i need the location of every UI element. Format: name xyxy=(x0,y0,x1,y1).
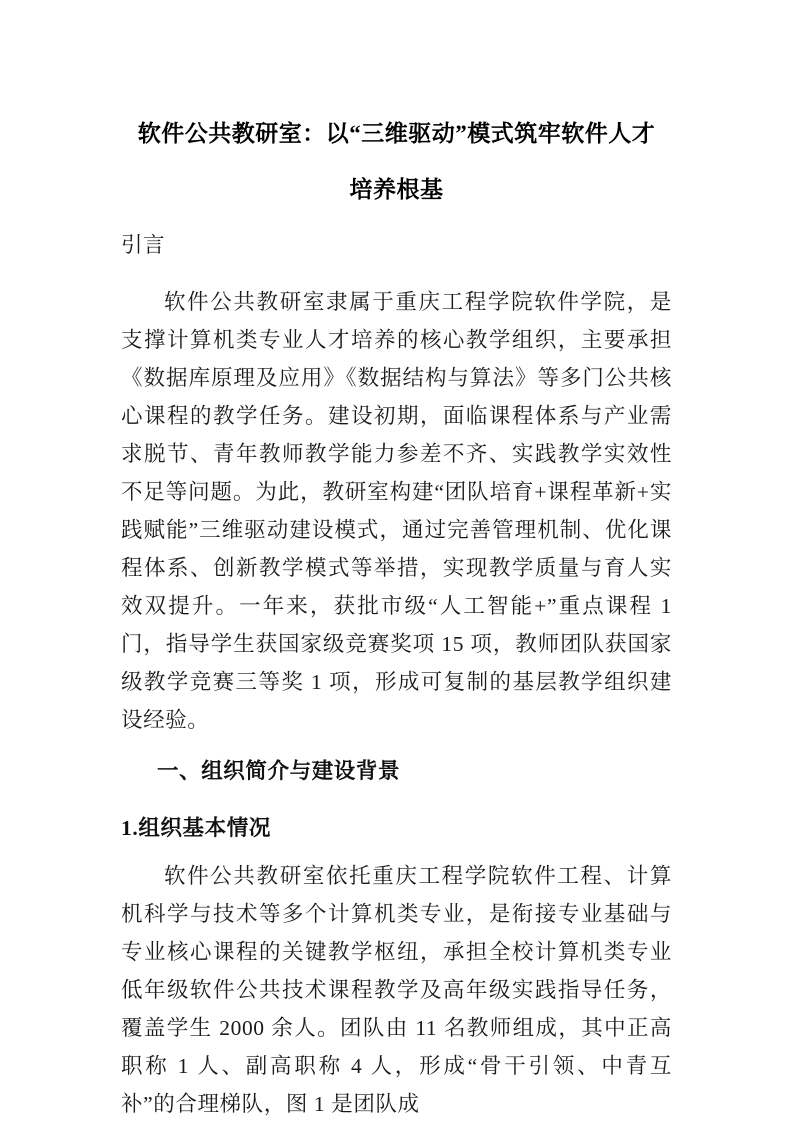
intro-label: 引言 xyxy=(121,233,166,257)
body-paragraph-organization: 软件公共教研室依托重庆工程学院软件工程、计算机科学与技术等多个计算机类专业，是衔接专业基础与专业核心课程的关键教学枢纽，承担全校计算机类专业低年级软件公共技术课程教学及高年级实践指导任务，覆盖学生 2000 余人。团队由 11 名教师组成，其中正高职称 1 人、副高职称 4 人，形成“骨干引领、中青互补”的合理梯队，图 1 是团队成 xyxy=(121,864,672,1116)
document-title xyxy=(121,0,672,218)
intro-paragraph: 软件公共教研室隶属于重庆工程学院软件学院，是支撑计算机类专业人才培养的核心教学组织，主要承担《数据库原理及应用》《数据结构与算法》等多门公共核心课程的教学任务。建设初期，面临课程体系与产业需求脱节、青年教师教学能力参差不齐、实践教学实效性不足等问题。为此，教研室构建“团队培育+课程革新+实践赋能”三维驱动建设模式，通过完善管理机制、优化课程体系、创新教学模式等举措，实现教学质量与育人实效双提升。一年来，获批市级“人工智能+”重点课程 1 门，指导学生获国家级竞赛奖项 15 项，教师团队获国家级教学竞赛三等奖 1 项，形成可复制的基层教学组织建设经验。 xyxy=(121,290,672,732)
subsection-heading-1-1: 1.组织基本情况 xyxy=(121,816,271,840)
document-title-line-2: 培养根基 xyxy=(349,177,444,202)
section-heading-1: 一、组织简介与建设背景 xyxy=(157,759,401,783)
document-title-line-1: 软件公共教研室：以“三维驱动”模式筑牢软件人才 xyxy=(137,121,656,146)
